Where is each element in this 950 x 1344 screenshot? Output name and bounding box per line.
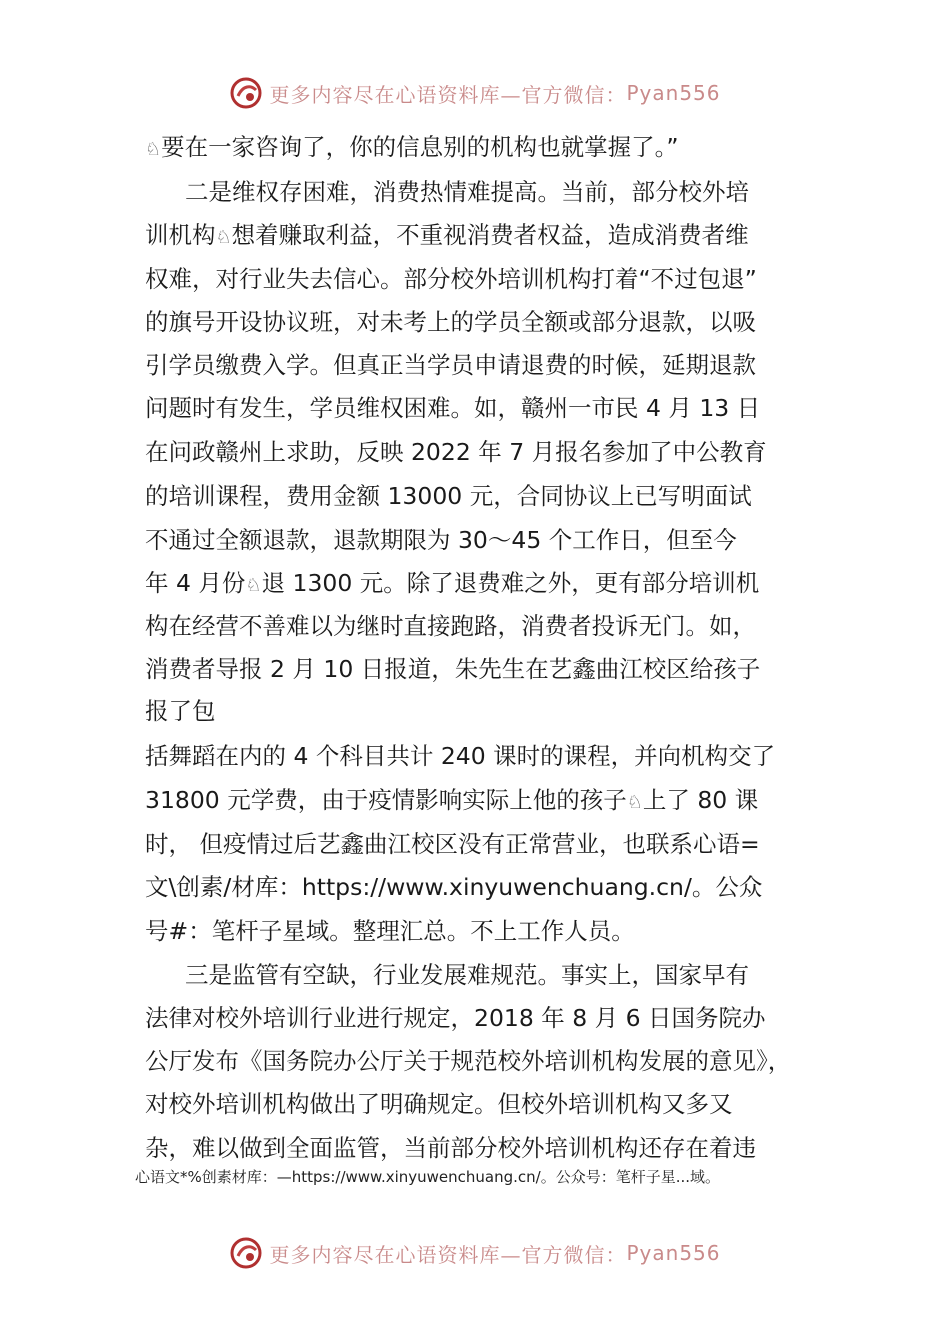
text-segment: 文\创素/材库：https://www.xinyuwenchuang.cn/。公众 bbox=[145, 873, 763, 901]
text-segment: 时， 但疫情过后艺鑫曲江校区没有正常营业，也联系心语= bbox=[145, 830, 760, 858]
knight-mark-icon: ♘ bbox=[245, 575, 262, 596]
text-line bbox=[145, 218, 950, 255]
text-segment: 的培训课程，费用金额 13000 元，合同协议上已写明面试 bbox=[145, 482, 752, 510]
text-segment: 年 4 月份 bbox=[145, 569, 246, 597]
text-segment: 括舞蹈在内的 4 个科目共计 240 课时的课程，并向机构交了 bbox=[145, 742, 776, 770]
text-line bbox=[145, 391, 950, 425]
logo-icon bbox=[229, 1236, 263, 1270]
footer-banner bbox=[0, 1228, 950, 1278]
text-line bbox=[145, 130, 950, 167]
text-segment: 权难，对行业失去信心。部分校外培训机构打着“不过包退” bbox=[145, 265, 757, 293]
knight-mark-icon: ♘ bbox=[626, 792, 643, 813]
text-segment: 杂，难以做到全面监管，当前部分校外培训机构还存在着违 bbox=[145, 1134, 756, 1162]
text-line bbox=[145, 652, 950, 686]
text-segment: 要在一家咨询了，你的信息别的机构也就掌握了。” bbox=[161, 133, 679, 161]
text-line bbox=[145, 739, 950, 773]
text-segment: 31800 元学费，由于疫情影响实际上他的孩子 bbox=[145, 786, 627, 814]
text-segment: 二是维权存困难，消费热情难提高。当前，部分校外培 bbox=[185, 178, 749, 206]
banner-wechat-id: Pyan556 bbox=[626, 1241, 721, 1265]
text-segment: 想着赚取利益，不重视消费者权益，造成消费者维 bbox=[231, 221, 749, 249]
text-segment: 退 1300 元。除了退费难之外，更有部分培训机 bbox=[261, 569, 760, 597]
text-line bbox=[145, 870, 950, 904]
text-line bbox=[145, 783, 950, 820]
text-segment: 的旗号开设协议班，对未考上的学员全额或部分退款，以吸 bbox=[145, 308, 756, 336]
text-segment: 上了 80 课 bbox=[642, 786, 759, 814]
text-line bbox=[145, 827, 950, 861]
text-segment: 问题时有发生，学员维权困难。如，赣州一市民 4 月 13 日 bbox=[145, 394, 761, 422]
text-line bbox=[145, 262, 950, 296]
text-segment: 三是监管有空缺，行业发展难规范。事实上，国家早有 bbox=[185, 961, 749, 989]
text-segment: 公厅发布《国务院办公厅关于规范校外培训机构发展的意见》， bbox=[145, 1047, 792, 1075]
text-segment: 构在经营不善难以为继时直接跑路，消费者投诉无门。如， bbox=[145, 612, 756, 640]
text-line bbox=[145, 1001, 950, 1035]
text-segment: 不通过全额退款，退款期限为 30～45 个工作日，但至今 bbox=[145, 526, 737, 554]
logo-icon bbox=[229, 76, 263, 110]
text-segment: 消费者导报 2 月 10 日报道，朱先生在艺鑫曲江校区给孩子 bbox=[145, 655, 761, 683]
text-line bbox=[145, 479, 950, 513]
text-line bbox=[145, 609, 950, 643]
text-segment: 引学员缴费入学。但真正当学员申请退费的时候，延期退款 bbox=[145, 351, 756, 379]
banner-text: 更多内容尽在心语资料库—官方微信： bbox=[269, 82, 627, 107]
knight-mark-icon: ♘ bbox=[145, 139, 162, 160]
text-line bbox=[145, 435, 950, 469]
text-segment: 对校外培训机构做出了明确规定。但校外培训机构又多又 bbox=[145, 1090, 733, 1118]
text-line bbox=[145, 1087, 950, 1121]
banner-wechat-id: Pyan556 bbox=[626, 81, 721, 105]
banner-text: 更多内容尽在心语资料库—官方微信： bbox=[269, 1242, 627, 1267]
text-line bbox=[145, 1044, 950, 1078]
header-banner bbox=[0, 68, 950, 118]
text-line bbox=[145, 914, 950, 948]
text-line bbox=[145, 566, 950, 603]
text-segment: 号#：笔杆子星域。整理汇总。不上工作人员。 bbox=[145, 917, 635, 945]
text-line bbox=[185, 175, 950, 209]
knight-mark-icon: ♘ bbox=[215, 227, 232, 248]
text-segment: 训机构 bbox=[145, 221, 216, 249]
footnote: 心语文*%创素材库：—https://www.xinyuwenchuang.cn/。公众号：笔杆子星...域。 bbox=[135, 1168, 721, 1186]
text-segment: 法律对校外培训行业进行规定，2018 年 8 月 6 日国务院办 bbox=[145, 1004, 766, 1032]
text-line bbox=[145, 305, 950, 339]
text-segment: 在问政赣州上求助，反映 2022 年 7 月报名参加了中公教育 bbox=[145, 438, 767, 466]
text-line bbox=[145, 348, 950, 382]
text-line bbox=[145, 523, 950, 557]
text-line bbox=[185, 958, 950, 992]
text-line bbox=[145, 1131, 950, 1165]
text-segment: 报了包 bbox=[145, 697, 216, 725]
text-line bbox=[145, 694, 950, 728]
